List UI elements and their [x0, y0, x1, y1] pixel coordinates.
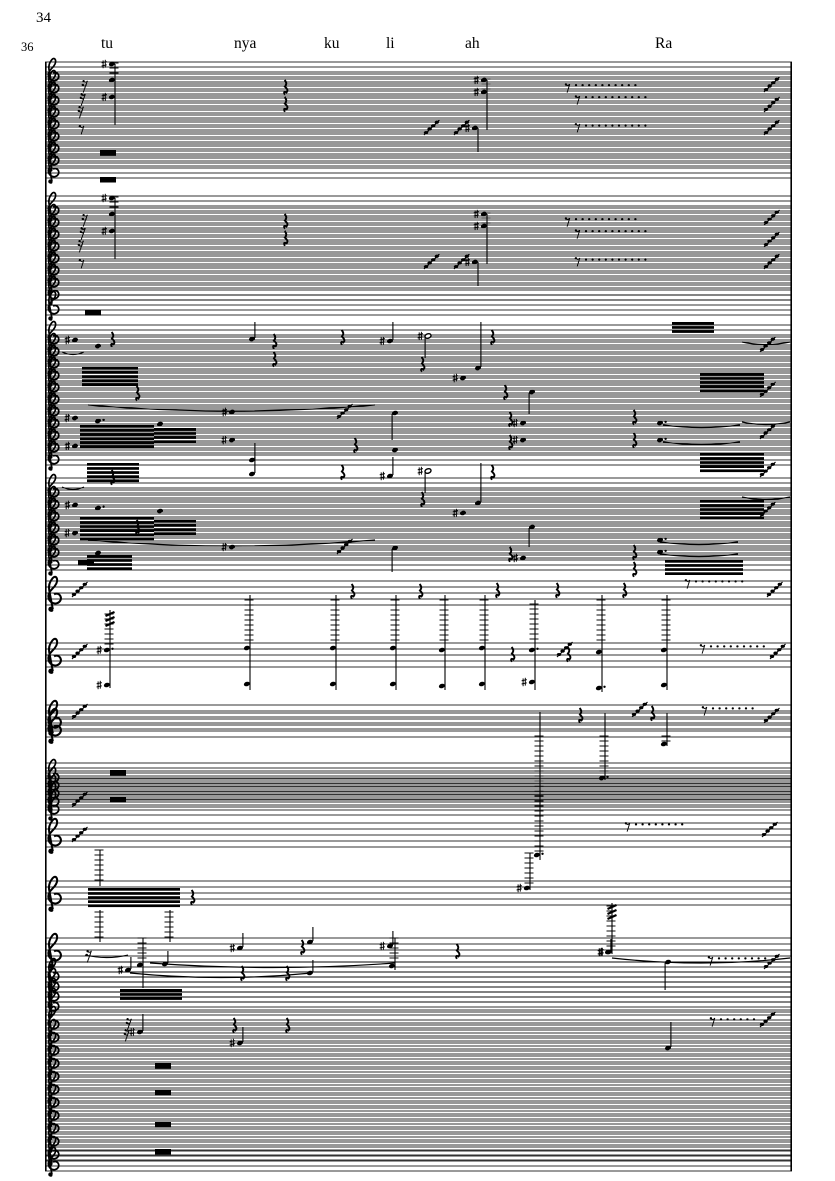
note-column: [660, 713, 670, 747]
whole-rest: [100, 177, 116, 183]
whole-rest: [110, 770, 126, 776]
note-column: [97, 610, 115, 689]
beam-block: [154, 520, 196, 535]
note-column: [95, 910, 104, 942]
treble-clef: [48, 639, 61, 674]
note-run: [72, 582, 88, 597]
note-column: [438, 595, 448, 690]
quarter-rest: [633, 545, 636, 560]
lyric-syllable: ku: [324, 35, 340, 52]
staff: [45, 1101, 792, 1121]
treble-clef: [48, 877, 61, 912]
lyric-syllable: nya: [234, 35, 257, 52]
quarter-rest: [191, 890, 194, 905]
quarter-rest: [491, 465, 494, 480]
quarter-rest: [301, 940, 304, 955]
beam-block: [672, 322, 714, 333]
measure-number-left: 36: [21, 40, 34, 54]
quarter-rest: [504, 385, 507, 400]
staff: [45, 1023, 792, 1043]
beam-block: [88, 888, 180, 907]
quarter-rest: [284, 97, 287, 112]
note-column: [478, 595, 488, 690]
note: [598, 939, 612, 956]
treble-clef: [48, 292, 59, 321]
quarter-rest: [633, 433, 636, 448]
lyric-syllable: li: [386, 35, 395, 52]
staff: [45, 771, 792, 791]
staff: [45, 938, 792, 962]
note: [380, 931, 394, 950]
quarter-rest: [341, 330, 344, 345]
note: [306, 927, 313, 945]
quarter-rest: [456, 944, 459, 959]
note-run: [632, 702, 648, 717]
note-column: [465, 258, 479, 286]
note-column: [660, 595, 670, 690]
rest-dots-row: [575, 257, 647, 267]
quarter-rest: [273, 334, 276, 349]
quarter-rest: [651, 706, 654, 721]
note-run: [770, 644, 786, 659]
quarter-rest: [623, 583, 626, 598]
lyric-syllable: Ra: [655, 35, 673, 52]
treble-clef: [48, 547, 59, 576]
treble-clef: [48, 442, 59, 471]
measure-number-top: 34: [36, 10, 51, 26]
quarter-rest: [579, 708, 582, 723]
quarter-rest: [509, 547, 512, 562]
beam-block: [154, 428, 196, 443]
quarter-rest: [633, 562, 636, 577]
note-run: [764, 232, 780, 247]
whole-rest: [85, 310, 101, 316]
whole-rest: [155, 1063, 171, 1069]
lyric-syllable: tu: [101, 35, 114, 52]
note: [528, 524, 535, 547]
note-column: [165, 910, 174, 942]
staff: [45, 1010, 792, 1030]
note-column: [533, 712, 543, 860]
quarter-rest: [111, 332, 114, 347]
treble-clef: [48, 709, 61, 744]
note: [156, 508, 163, 514]
staff: [45, 823, 792, 847]
beam-block: [700, 453, 764, 472]
quarter-rest: [419, 584, 422, 599]
beam-block: [700, 500, 764, 519]
staff: [45, 295, 792, 315]
note: [230, 933, 244, 952]
note: [664, 1022, 671, 1051]
staff: [45, 795, 792, 815]
rest-dots-row: [625, 822, 684, 832]
treble-clef: [48, 577, 61, 612]
quarter-rest: [556, 583, 559, 598]
note-column: [243, 595, 253, 690]
note: [94, 343, 101, 349]
rest-dots-row: [575, 123, 647, 133]
note-column: [329, 595, 339, 690]
staff: [45, 1127, 792, 1147]
note-column: [522, 600, 539, 690]
note: [391, 410, 398, 440]
quarter-rest: [284, 231, 287, 246]
beam-block: [120, 989, 182, 1000]
quarter-rest: [509, 435, 512, 450]
whole-rest: [100, 150, 116, 156]
note: [380, 457, 394, 480]
note-run: [764, 708, 780, 723]
quarter-rest: [341, 465, 344, 480]
note: [664, 959, 671, 990]
note-column: [595, 595, 605, 692]
whole-rest: [155, 1122, 171, 1128]
quarter-rest: [241, 966, 244, 981]
note-column: [389, 595, 399, 690]
staff: [45, 643, 792, 667]
whole-rest: [155, 1090, 171, 1096]
note-run: [72, 644, 88, 659]
quarter-rest: [496, 583, 499, 598]
treble-clef: [48, 155, 59, 184]
whole-rest: [110, 797, 126, 803]
note-column: [465, 124, 479, 152]
quarter-rest: [421, 492, 424, 507]
quarter-rest: [354, 438, 357, 453]
treble-clef: [48, 819, 61, 854]
note: [528, 389, 535, 414]
staff: [45, 787, 792, 807]
whole-rest: [155, 1149, 171, 1155]
note-column: [136, 938, 146, 988]
note: [391, 545, 398, 572]
staff: [45, 763, 792, 783]
lyric-syllable: ah: [465, 35, 480, 52]
note-column: [517, 853, 534, 892]
note: [418, 467, 432, 493]
beam-block: [665, 560, 743, 575]
quarter-rest: [491, 330, 494, 345]
note-run: [767, 582, 783, 597]
staff: [45, 581, 792, 605]
staff: [45, 779, 792, 799]
quarter-rest: [286, 966, 289, 981]
quarter-rest: [351, 584, 354, 599]
staff: [45, 1036, 792, 1056]
